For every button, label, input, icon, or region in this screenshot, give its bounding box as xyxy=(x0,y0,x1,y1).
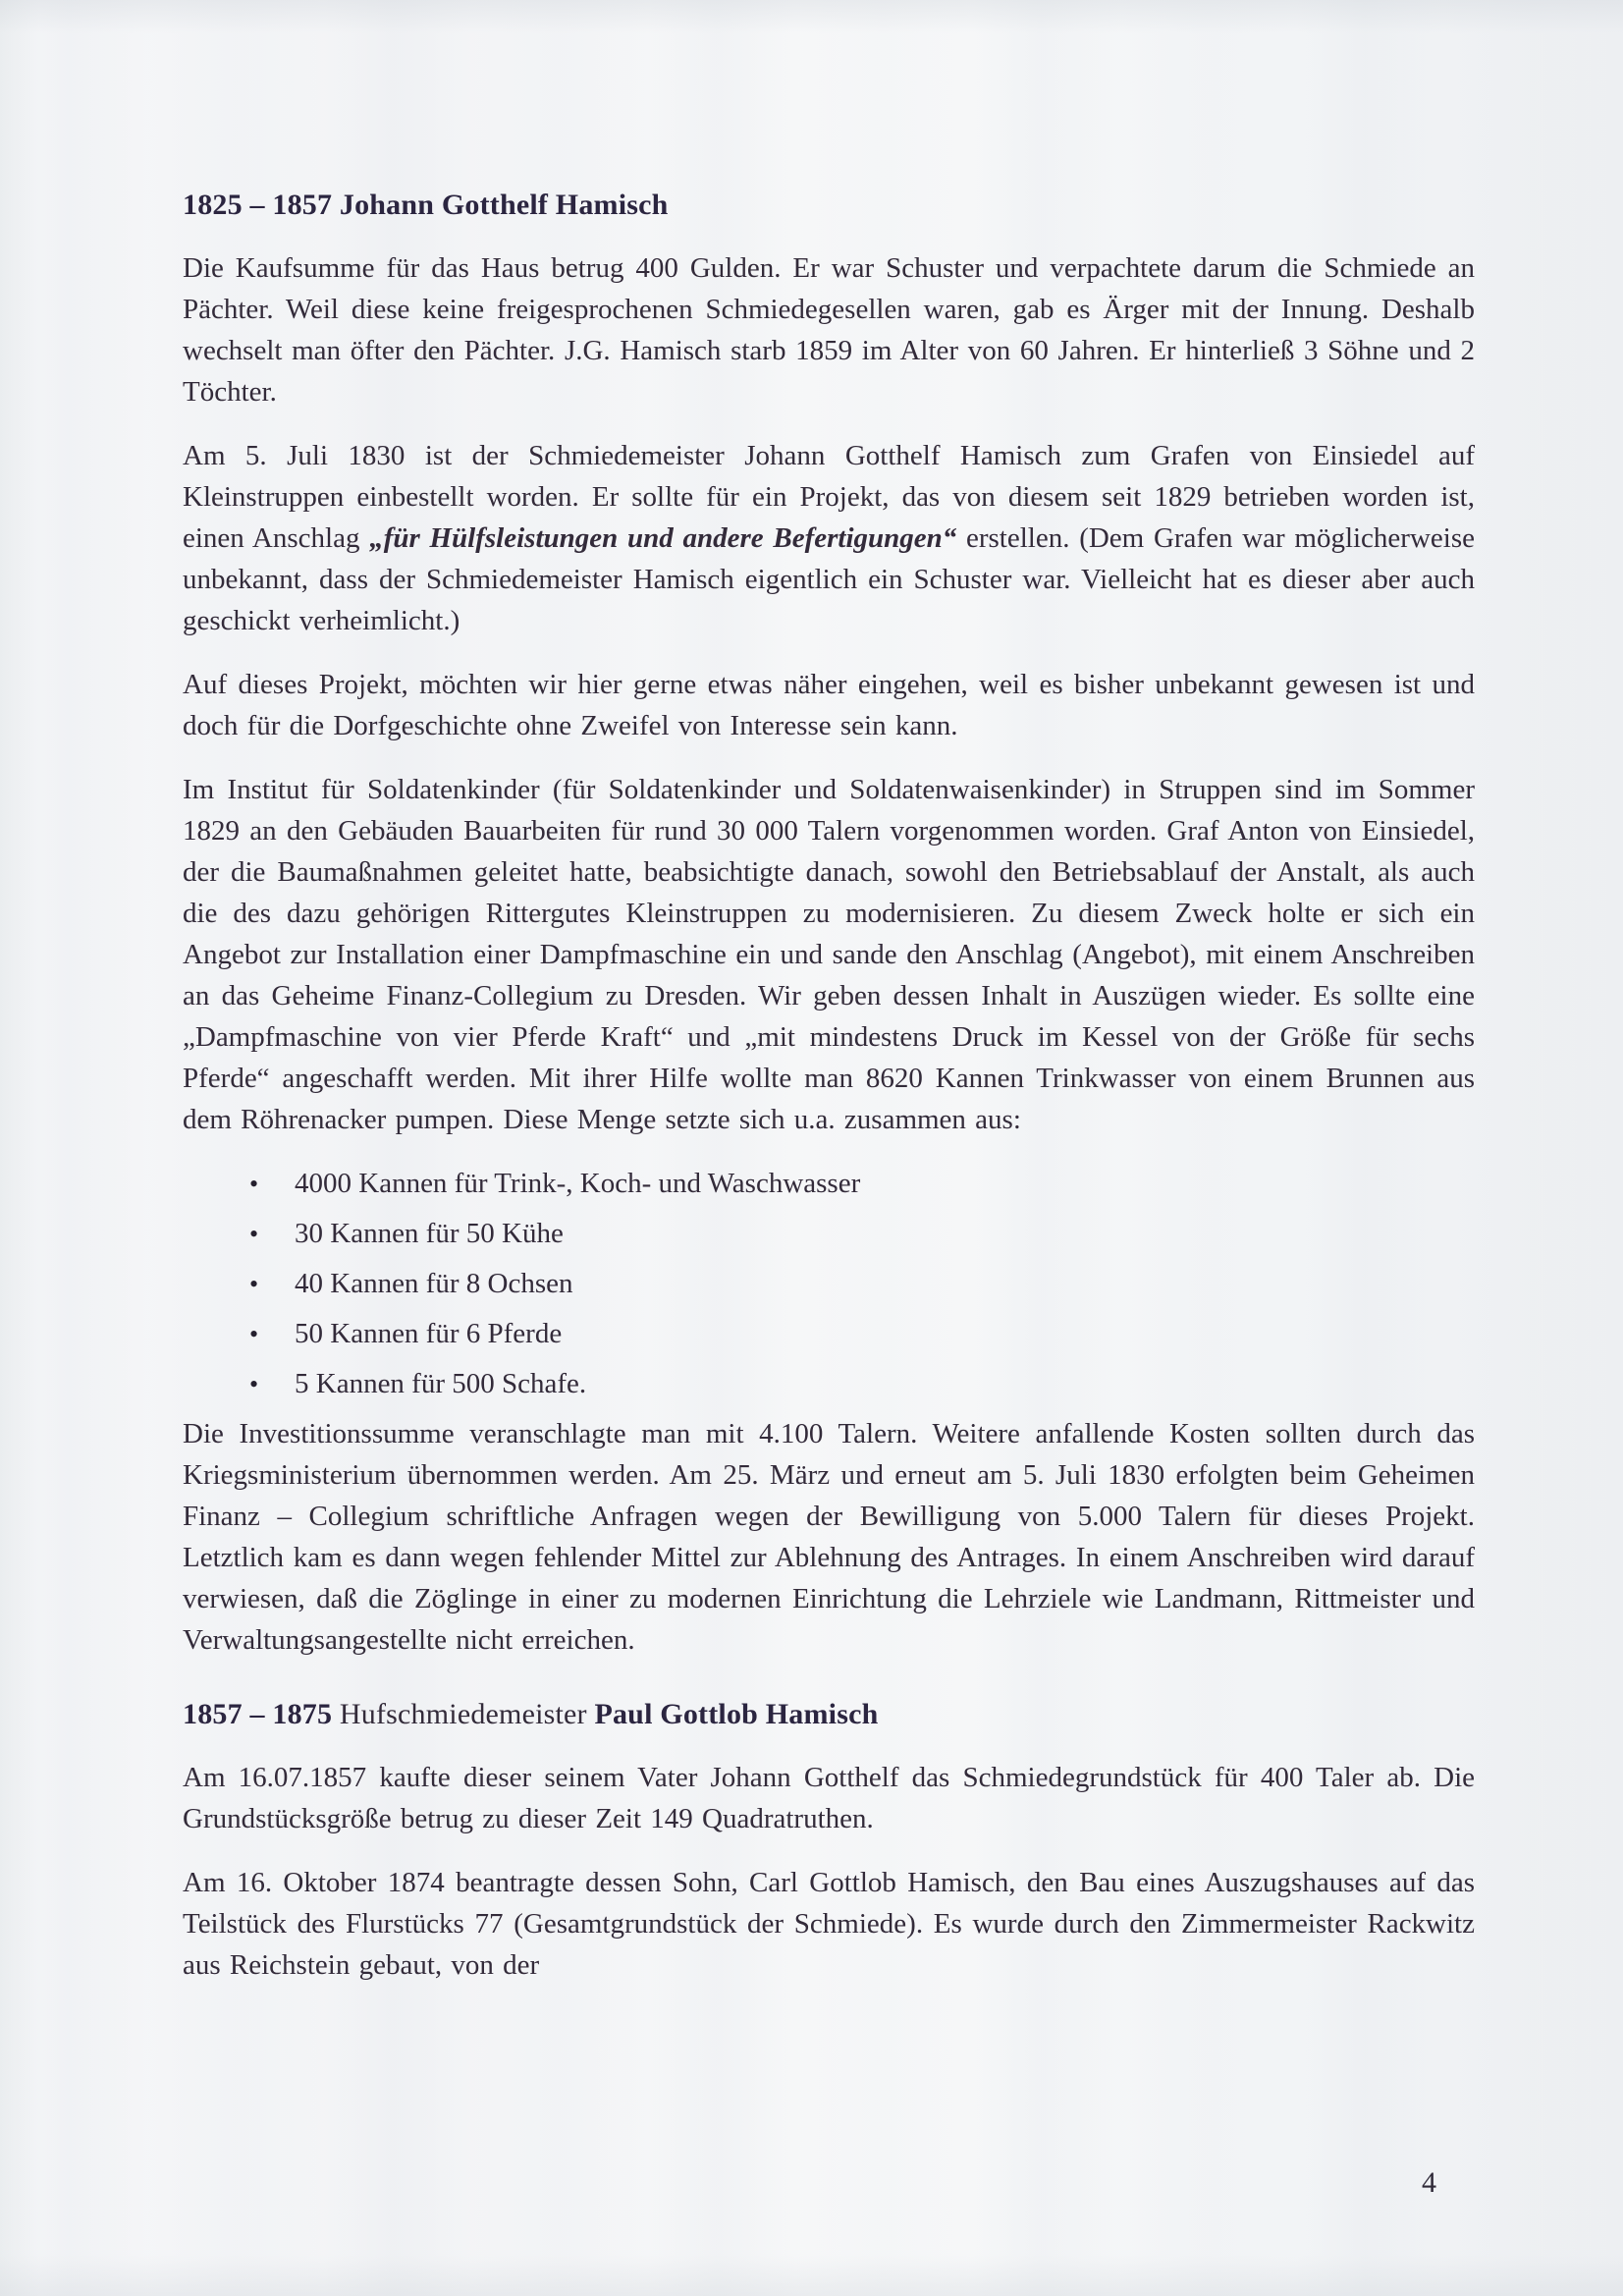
list-item-text: 30 Kannen für 50 Kühe xyxy=(295,1218,564,1249)
list-item-text: 4000 Kannen für Trink-, Koch- und Waschwasser xyxy=(295,1168,861,1199)
list-item-text: 50 Kannen für 6 Pferde xyxy=(295,1318,563,1349)
paragraph-institut: Im Institut für Soldatenkinder (für Soldatenkinder und Soldatenwaisenkinder) in Struppen sind im Sommer 1829 an den Gebäuden Bauarbeiten für rund 30 000 Talern vorgenommen worden. Graf Anton von Einsiedel, der die Baumaßnahmen geleitet hatte, beabsichtigte danach, sowohl den Betriebsablauf der Anstalt, als auch die des dazu gehörigen Rittergutes Kleinstruppen zu modernisieren. Zu diesem Zweck holte er sich ein Angebot zur Installation einer Dampfmaschine ein und sande den Anschlag (Angebot), mit einem Anschreiben an das Geheime Finanz-Collegium zu Dresden. Wir geben dessen Inhalt in Auszügen wieder. Es sollte eine „Dampfmaschine von vier Pferde Kraft“ und „mit mindestens Druck im Kessel von der Größe für sechs Pferde“ angeschafft werden. Mit ihrer Hilfe wollte man 8620 Kannen Trinkwasser von einem Brunnen aus dem Röhrenacker pumpen. Diese Menge setzte sich u.a. zusammen aus: xyxy=(183,774,1475,1135)
text-segment: erstellen. (Dem Grafen war möglicherweise unbekannt, dass der Schmiedemeister Hamisch eigentlich ein Schuster war. Vielleicht hat es dieser aber auch geschickt verheimlicht.) xyxy=(183,522,1475,636)
list-item xyxy=(183,1363,1475,1405)
paragraph-projekt: Auf dieses Projekt, möchten wir hier gerne etwas näher eingehen, weil es bisher unbekannt gewesen ist und doch für die Dorfgeschichte ohne Zweifel von Interesse sein kann. xyxy=(183,669,1475,741)
list-item xyxy=(183,1263,1475,1305)
list-item xyxy=(183,1313,1475,1355)
bullet-icon: • xyxy=(249,1170,259,1198)
heading-name: Paul Gottlob Hamisch xyxy=(594,1698,879,1730)
paragraph-investition: Die Investitionssumme veranschlagte man mit 4.100 Talern. Weitere anfallende Kosten sollten durch das Kriegsministerium übernommen werden. Am 25. März und erneut am 5. Juli 1830 erfolgten beim Geheimen Finanz – Collegium schriftliche Anfragen wegen der Bewilligung von 5.000 Talern für dieses Projekt. Letztlich kam es dann wegen fehlender Mittel zur Ablehnung des Antrages. In einem Anschreiben wird darauf verwiesen, daß die Zöglinge in einer zu modernen Einrichtung die Lehrziele wie Landmann, Rittmeister und Verwaltungsangestellte nicht erreichen. xyxy=(183,1418,1475,1656)
bullet-icon: • xyxy=(249,1320,259,1348)
paragraph-bau-1874: Am 16. Oktober 1874 beantragte dessen Sohn, Carl Gottlob Hamisch, den Bau eines Auszugshauses auf das Teilstück des Flurstücks 77 (Gesamtgrundstück der Schmiede). Es wurde durch den Zimmermeister Rackwitz aus Reichstein gebaut, von der xyxy=(183,1867,1475,1981)
list-item xyxy=(183,1163,1475,1205)
quoted-title-segment: „für Hülfsleistungen und andere Befertigungen“ xyxy=(369,522,957,554)
heading-role: Hufschmiedemeister xyxy=(332,1698,595,1730)
list-item-text: 40 Kannen für 8 Ochsen xyxy=(295,1268,573,1299)
bullet-icon: • xyxy=(249,1270,259,1298)
heading-dates: 1857 – 1875 xyxy=(183,1698,333,1730)
text-column xyxy=(183,185,1475,2008)
paragraph-kauf-1857: Am 16.07.1857 kaufte dieser seinem Vater Johann Gotthelf das Schmiedegrundstück für 400 Taler ab. Die Grundstücksgröße betrug zu dieser Zeit 149 Quadratruthen. xyxy=(183,1762,1475,1834)
text-segment: Am 5. Juli 1830 ist der Schmiedemeister Johann Gotthelf Hamisch zum Grafen von Einsiedel auf Kleinstruppen einbestellt worden. Er sollte für ein Projekt, das von diesem seit 1829 betrieben worden ist, einen Anschlag xyxy=(183,440,1475,554)
bullet-icon: • xyxy=(249,1370,259,1398)
paragraph-kaufsumme: Die Kaufsumme für das Haus betrug 400 Gulden. Er war Schuster und verpachtete darum die Schmiede an Pächter. Weil diese keine freigesprochenen Schmiedegesellen waren, gab es Ärger mit der Innung. Deshalb wechselt man öfter den Pächter. J.G. Hamisch starb 1859 im Alter von 60 Jahren. Er hinterließ 3 Söhne und 2 Töchter. xyxy=(183,252,1475,408)
list-item xyxy=(183,1213,1475,1255)
kannen-list xyxy=(183,1163,1475,1405)
page-number: 4 xyxy=(1422,2166,1436,2199)
paragraph-anschlag xyxy=(183,435,1475,641)
section-heading-1825-1857: 1825 – 1857 Johann Gotthelf Hamisch xyxy=(183,189,669,221)
list-item-text: 5 Kannen für 500 Schafe. xyxy=(295,1368,587,1399)
section-heading-1857-1875 xyxy=(183,1694,1475,1735)
bullet-icon: • xyxy=(249,1220,259,1248)
